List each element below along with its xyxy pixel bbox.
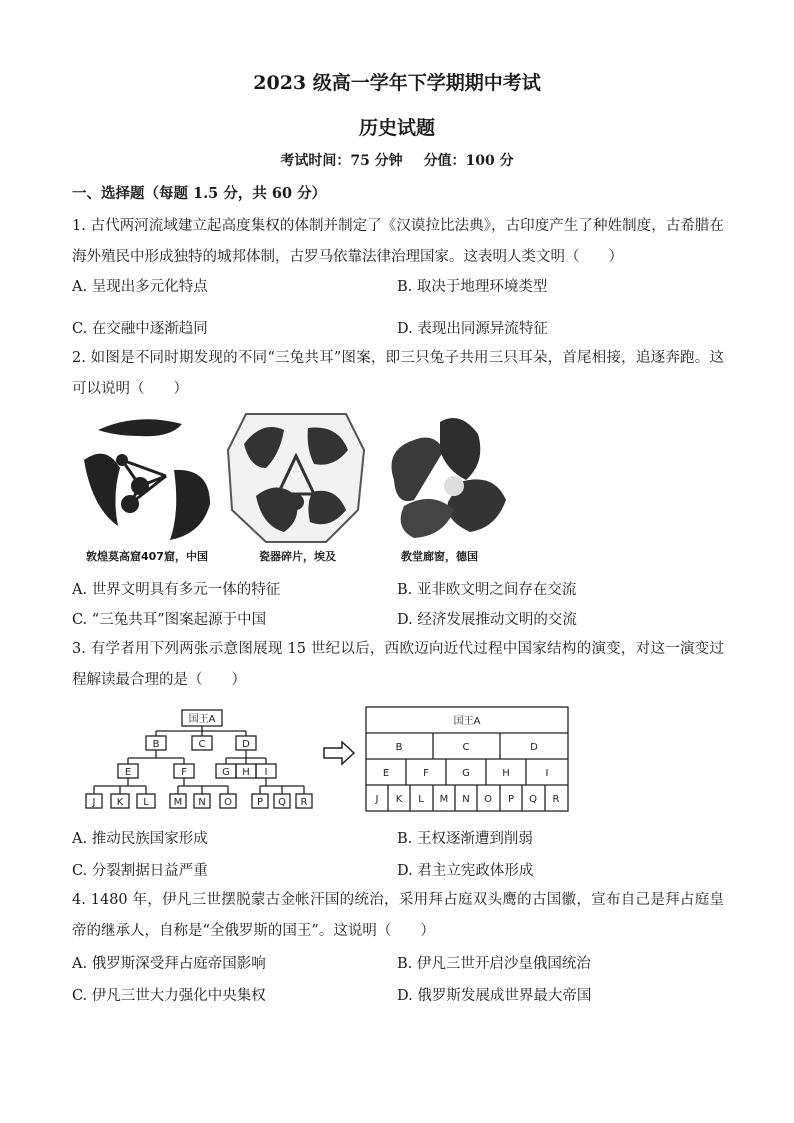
subject-title: 历史试题 <box>358 117 435 139</box>
tree-node-g: G <box>222 767 230 778</box>
q4-option-a: A. 俄罗斯深受拜占庭帝国影响 <box>72 956 266 972</box>
tree-node-k: K <box>116 797 124 808</box>
q4-option-b: B. 伊凡三世开启沙皇俄国统治 <box>397 956 591 972</box>
q1-option-d: D. 表现出同源异流特征 <box>397 321 548 337</box>
tree-node-j: J <box>92 797 96 808</box>
tree-node-e: E <box>124 767 132 778</box>
image-caption-dunhuang: 敦煌莫高窟407窟，中国 <box>86 550 208 563</box>
grid-cell-e: E <box>382 768 390 779</box>
tree-node-n: N <box>198 797 206 808</box>
image-caption-egypt: 瓷器碎片，埃及 <box>259 550 336 563</box>
tree-node-i: I <box>264 767 268 778</box>
tree-node-o: O <box>224 797 232 808</box>
q4-option-c: C. 伊凡三世大力强化中央集权 <box>72 988 266 1004</box>
question-1-stem: 1. 古代两河流域建立起高度集权的体制并制定了《汉谟拉比法典》，古印度产生了种姓制度，古希腊在海外殖民中形成独特的城邦体制，古罗马依靠法律治理国家。这表明人类文明（ ） <box>72 218 724 265</box>
grid-cell-p: P <box>507 794 515 805</box>
exam-time: 考试时间：75 分钟 <box>280 153 403 169</box>
q2-option-b: B. 亚非欧文明之间存在交流 <box>397 582 577 598</box>
tree-node-d: D <box>242 739 250 750</box>
grid-cell-k: K <box>395 794 403 805</box>
grid-cell-c: C <box>462 742 470 753</box>
exam-title: 2023 级高一学年下学期期中考试 <box>253 72 541 94</box>
three-rabbits-image-dunhuang <box>78 408 218 548</box>
transition-arrow-icon <box>322 740 356 766</box>
grid-cell-q: Q <box>529 794 537 805</box>
tree-node-r: R <box>300 797 308 808</box>
tree-node-c: C <box>198 739 206 750</box>
q1-option-b: B. 取决于地理环境类型 <box>397 279 548 295</box>
grid-cell-j: J <box>375 794 379 805</box>
three-rabbits-image-egypt <box>226 410 366 544</box>
question-4-stem: 4. 1480 年，伊凡三世摆脱蒙古金帐汗国的统治，采用拜占庭双头鹰的古国徽，宣布自己是拜占庭皇帝的继承人，自称是“全俄罗斯的国王”。这说明（ ） <box>72 892 724 939</box>
centralized-state-grid-diagram <box>364 705 570 813</box>
grid-cell-o: O <box>484 794 492 805</box>
tree-node-f: F <box>181 767 187 778</box>
q3-option-c: C. 分裂割据日益严重 <box>72 863 208 879</box>
question-3-stem: 3. 有学者用下列两张示意图展现 15 世纪以后，西欧迈向近代过程中国家结构的演变，对这一演变过程解读最合理的是（ ） <box>72 641 724 688</box>
tree-node-b: B <box>152 739 160 750</box>
q1-option-a: A. 呈现出多元化特点 <box>72 279 208 295</box>
tree-node-q: Q <box>278 797 286 808</box>
q3-option-d: D. 君主立宪政体形成 <box>397 863 534 879</box>
grid-cell-f: F <box>423 768 429 779</box>
tree-node-m: M <box>173 797 183 808</box>
q2-option-d: D. 经济发展推动文明的交流 <box>397 612 577 628</box>
grid-cell-r: R <box>552 794 560 805</box>
exam-score: 分值：100 分 <box>423 153 514 169</box>
grid-cell-b: B <box>395 742 403 753</box>
tree-node-l: L <box>143 797 149 808</box>
grid-cell-king: 国王A <box>453 716 481 727</box>
three-rabbits-image-germany <box>374 410 524 544</box>
grid-cell-g: G <box>462 768 470 779</box>
tree-node-king: 国王A <box>188 714 216 725</box>
q1-option-c: C. 在交融中逐渐趋同 <box>72 321 208 337</box>
tree-node-p: P <box>256 797 264 808</box>
grid-cell-h: H <box>502 768 510 779</box>
q4-option-d: D. 俄罗斯发展成世界最大帝国 <box>397 988 592 1004</box>
q2-option-c: C. “三兔共耳”图案起源于中国 <box>72 612 267 628</box>
tree-node-h: H <box>242 767 250 778</box>
exam-meta <box>0 150 794 170</box>
feudal-hierarchy-tree-diagram <box>84 706 314 812</box>
q2-option-a: A. 世界文明具有多元一体的特征 <box>72 582 281 598</box>
grid-cell-d: D <box>530 742 538 753</box>
q3-option-b: B. 王权逐渐遭到削弱 <box>397 831 533 847</box>
grid-cell-m: M <box>439 794 449 805</box>
q3-option-a: A. 推动民族国家形成 <box>72 831 208 847</box>
section-title: 一、选择题（每题 1.5 分，共 60 分） <box>72 185 327 202</box>
grid-cell-i: I <box>545 768 549 779</box>
question-2-stem: 2. 如图是不同时期发现的不同“三兔共耳”图案，即三只兔子共用三只耳朵，首尾相接，追逐奔跑。这可以说明（ ） <box>72 350 724 397</box>
image-caption-germany: 教堂廊窗，德国 <box>401 550 478 563</box>
grid-cell-l: L <box>418 794 424 805</box>
grid-cell-n: N <box>462 794 470 805</box>
